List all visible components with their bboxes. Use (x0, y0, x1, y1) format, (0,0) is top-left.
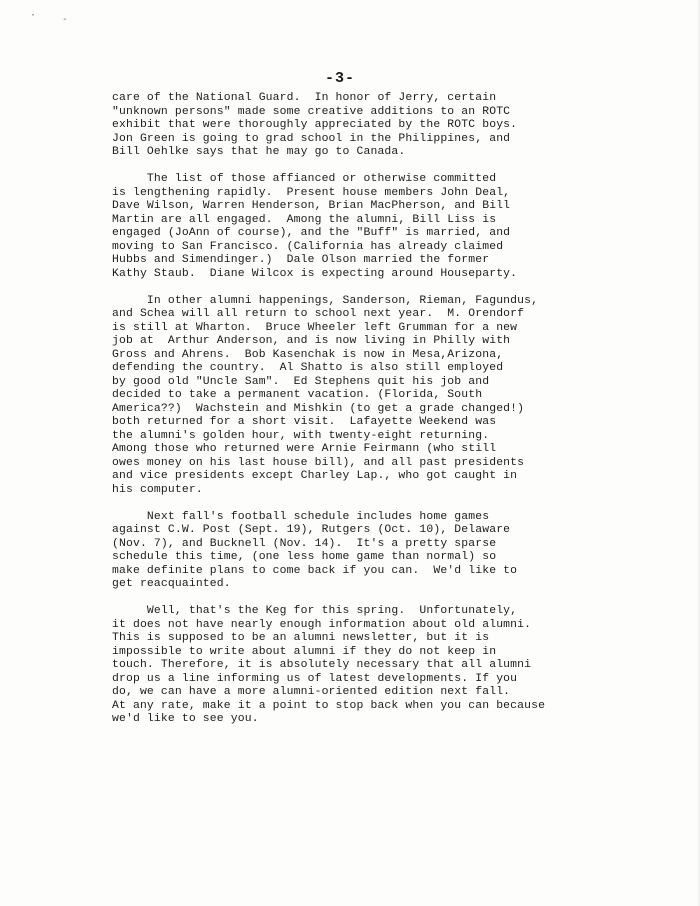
text-line: engaged (JoAnn of course), and the "Buff" is married, and (112, 227, 511, 239)
text-line: touch. Therefore, it is absolutely necessary that all alumni (112, 659, 532, 671)
text-line: Among those who returned were Arnie Feirmann (who still (112, 443, 497, 455)
scan-edge (696, 0, 700, 906)
text-line: care of the National Guard. In honor of Jerry, certain (112, 92, 497, 104)
paragraph-closing (112, 605, 612, 727)
text-line: and Schea will all return to school next year. M. Orendorf (112, 308, 525, 320)
text-line: defending the country. Al Shatto is also still employed (112, 362, 504, 374)
text-line: Dave Wilson, Warren Henderson, Brian MacPherson, and Bill (112, 200, 511, 212)
text-line: Next fall's football schedule includes home games (112, 510, 490, 523)
text-line: The list of those affianced or otherwise committed (112, 173, 497, 185)
text-line: is still at Wharton. Bruce Wheeler left Grumman for a new (112, 321, 518, 334)
text-line: both returned for a short visit. Lafayette Weekend was (112, 416, 497, 428)
text-line: job at Arthur Anderson, and is now living in Philly with (112, 335, 511, 347)
text-line: and vice presidents except Charley Lap., who got caught in (112, 470, 518, 482)
text-line: Gross and Ahrens. Bob Kasenchak is now in Mesa,Arizona, (112, 348, 504, 361)
text-line: owes money on his last house bill), and all past presidents (112, 456, 525, 469)
scan-speck: - (62, 14, 69, 25)
text-line: Martin are all engaged. Among the alumni, Bill Liss is (112, 213, 497, 226)
text-line: (Nov. 7), and Bucknell (Nov. 14). It's a pretty sparse (112, 537, 497, 550)
text-line: moving to San Francisco. (California has already claimed (112, 240, 504, 253)
paragraph-alumni-happenings (112, 295, 612, 498)
text-line: At any rate, make it a point to stop back when you can because (112, 699, 546, 712)
text-line: we'd like to see you. (112, 713, 259, 725)
text-line: In other alumni happenings, Sanderson, Rieman, Fagundus, (112, 294, 539, 307)
text-line: by good old "Uncle Sam". Ed Stephens quit his job and (112, 375, 490, 388)
scan-speck: · (30, 10, 37, 21)
text-line: do, we can have a more alumni-oriented edition next fall. (112, 686, 511, 698)
text-line: his computer. (112, 483, 203, 496)
letter-body (112, 92, 612, 740)
text-line: America??) Wachstein and Mishkin (to get a grade changed!) (112, 402, 525, 415)
text-line: is lengthening rapidly. Present house members John Deal, (112, 186, 511, 199)
text-line: Jon Green is going to grad school in the Philippines, and (112, 132, 511, 145)
text-line: Well, that's the Keg for this spring. Unfortunately, (112, 605, 518, 617)
text-line: Kathy Staub. Diane Wilcox is expecting around Houseparty. (112, 267, 518, 280)
text-line: impossible to write about alumni if they do not keep in (112, 645, 497, 658)
text-line: make definite plans to come back if you can. We'd like to (112, 564, 518, 577)
text-line: This is supposed to be an alumni newsletter, but it is (112, 632, 490, 644)
text-line: the alumni's golden hour, with twenty-eight returning. (112, 429, 490, 442)
text-line: exhibit that were thoroughly appreciated by the ROTC boys. (112, 119, 518, 131)
text-line: it does not have nearly enough information about old alumni. (112, 618, 532, 631)
text-line: get reacquainted. (112, 578, 231, 590)
text-line: schedule this time, (one less home game than normal) so (112, 551, 497, 563)
paragraph-football-schedule (112, 511, 612, 592)
text-line: Hubbs and Simendinger.) Dale Olson married the former (112, 254, 490, 266)
paragraph-national-guard (112, 92, 612, 160)
text-line: Bill Oehlke says that he may go to Canada. (112, 146, 406, 158)
text-line: drop us a line informing us of latest developments. If you (112, 672, 518, 685)
text-line: decided to take a permanent vacation. (Florida, South (112, 389, 483, 401)
text-line: against C.W. Post (Sept. 19), Rutgers (Oct. 10), Delaware (112, 524, 511, 536)
page-number: -3- (325, 70, 356, 87)
paragraph-engagements (112, 173, 612, 281)
text-line: "unknown persons" made some creative additions to an ROTC (112, 105, 511, 118)
